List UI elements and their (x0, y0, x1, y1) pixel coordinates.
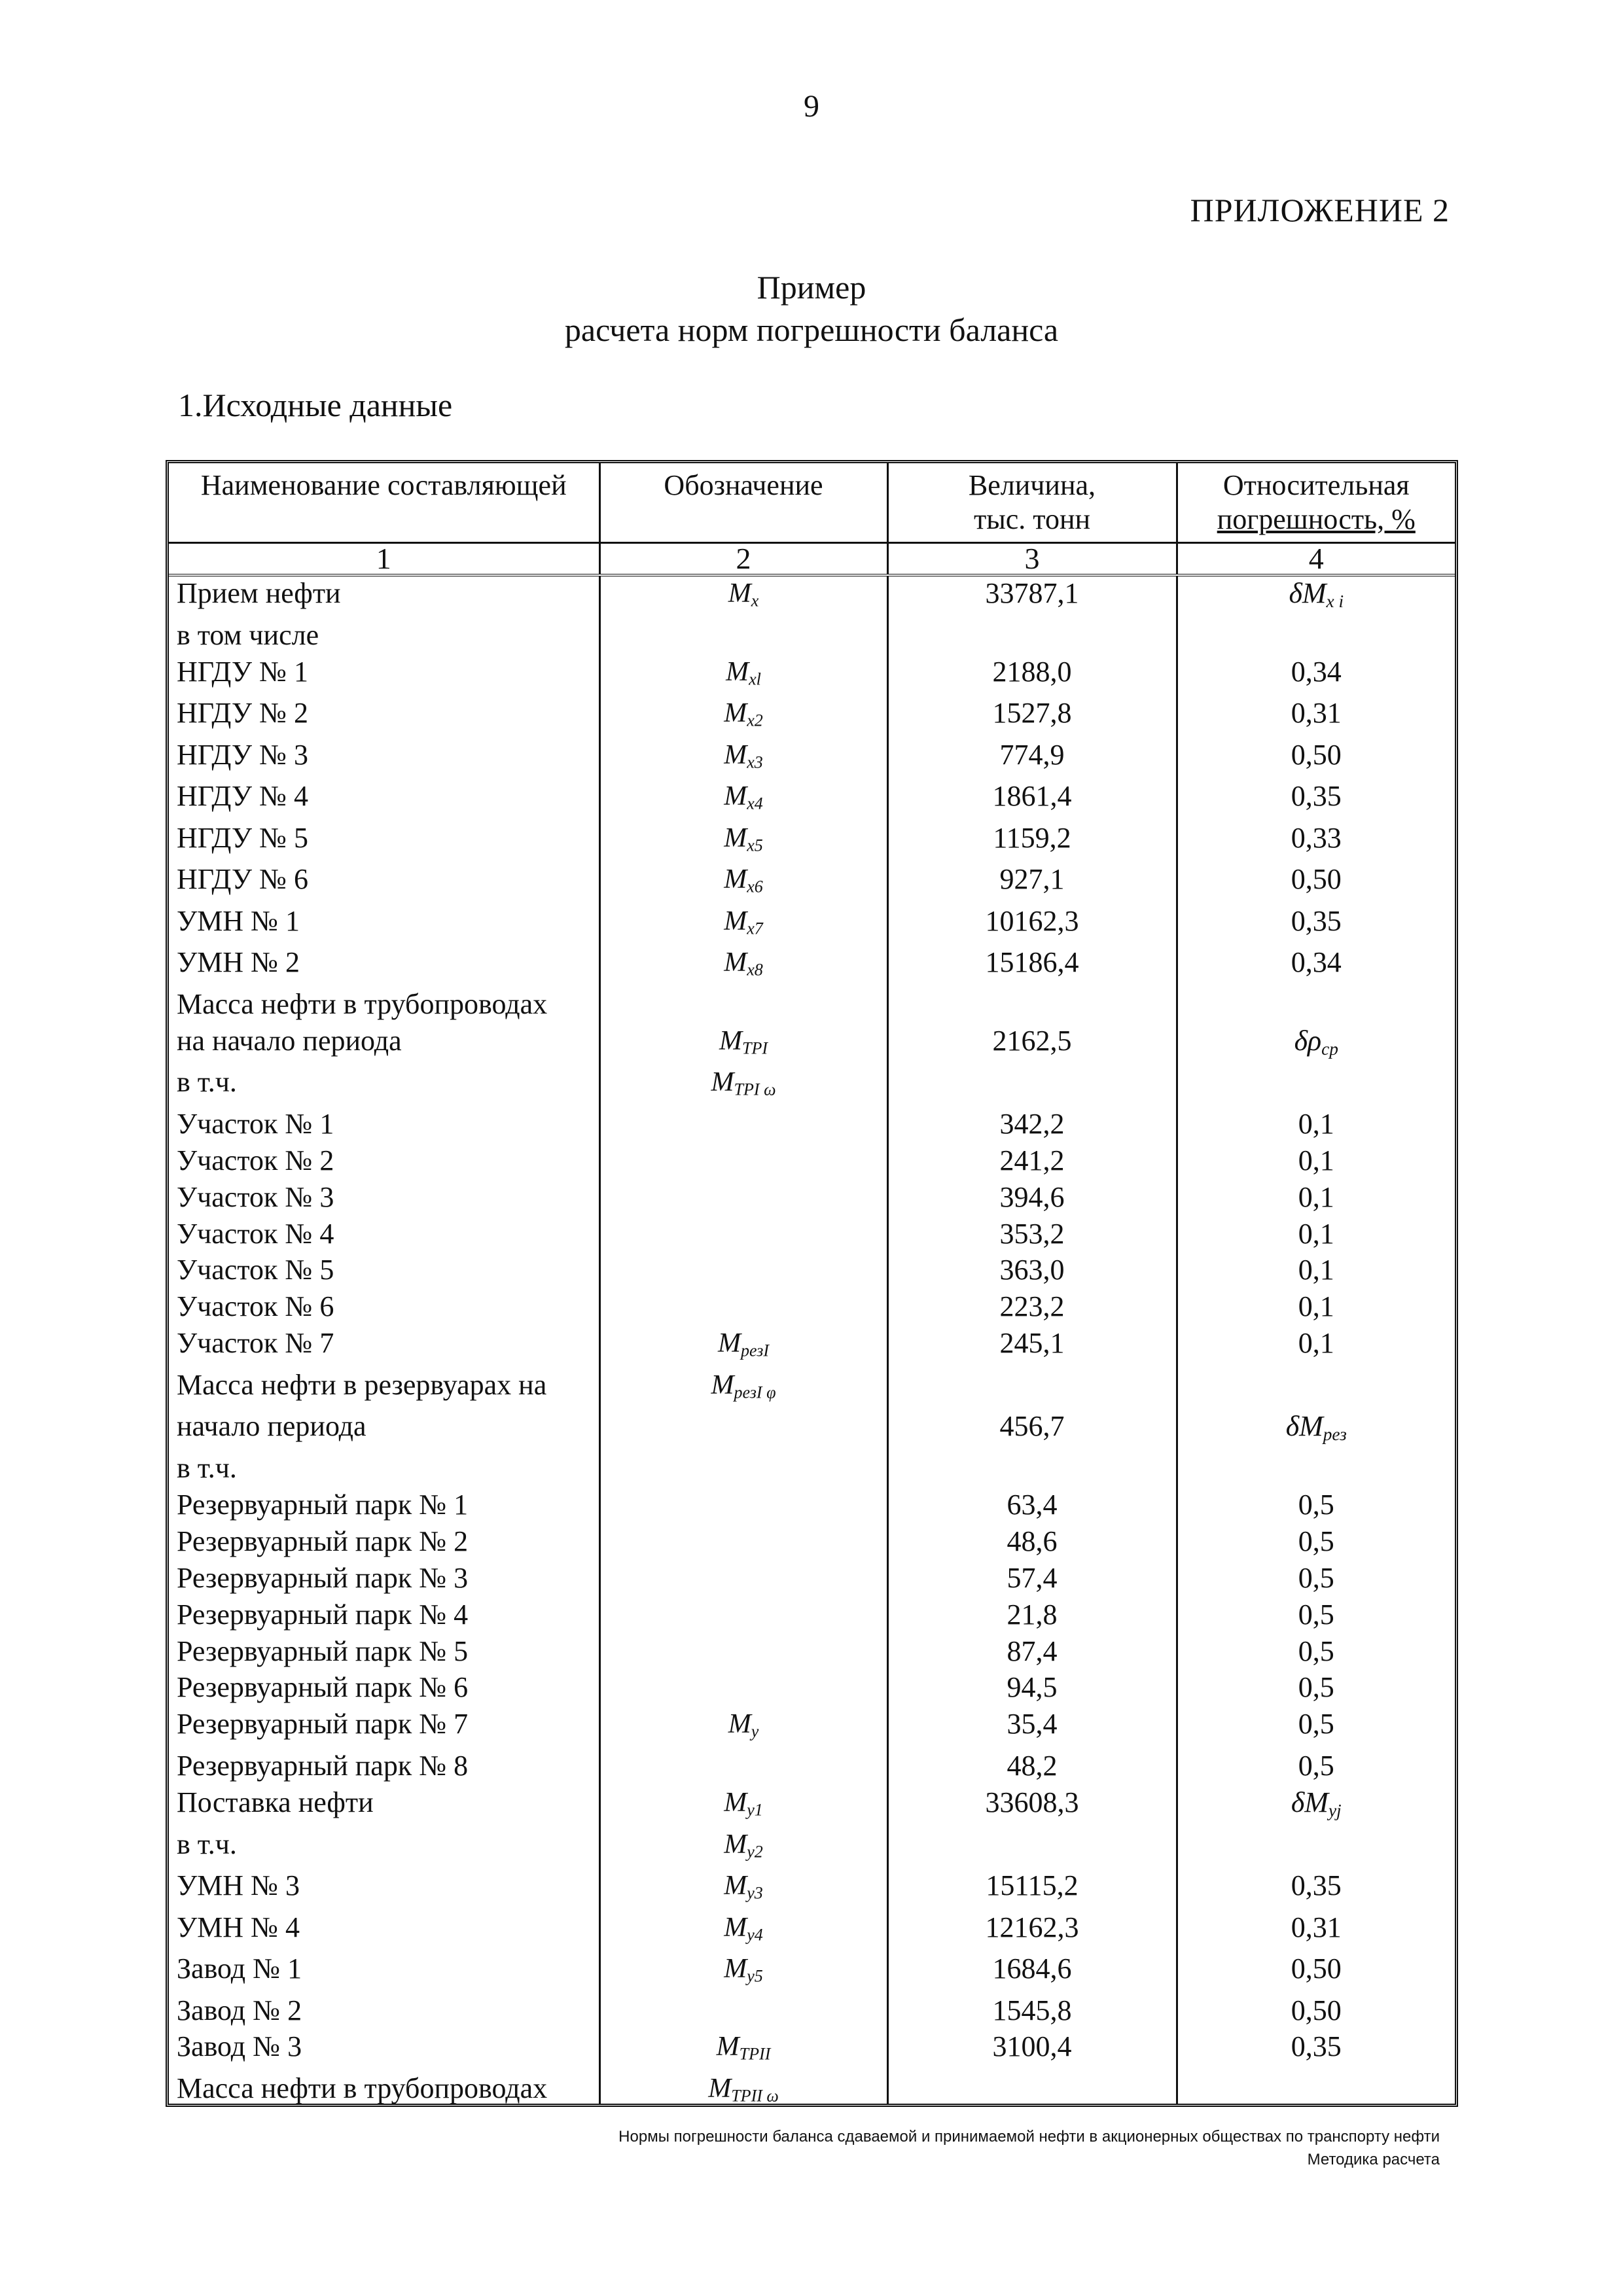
row-name: НГДУ № 4 (169, 779, 599, 821)
table-row (169, 904, 1455, 946)
symbol-base: M (724, 781, 747, 812)
footer-subtitle: Методика расчета (1307, 2151, 1440, 2168)
symbol-base: M (724, 906, 747, 936)
row-value: 1159,2 (887, 821, 1177, 863)
row-value: 63,4 (887, 1488, 1177, 1525)
symbol-subscript: y5 (747, 1966, 763, 1986)
row-error (1177, 1024, 1455, 1066)
symbol-subscript: TPII ω (731, 2086, 779, 2106)
row-name: Участок № 2 (169, 1144, 599, 1180)
table-row (169, 1707, 1455, 1749)
symbol-subscript: x8 (747, 960, 763, 980)
row-value (887, 1368, 1177, 1410)
row-error: 0,1 (1298, 1290, 1334, 1323)
row-symbol (599, 1290, 887, 1326)
row-symbol (599, 1869, 887, 1911)
table-row (169, 1180, 1455, 1217)
table-row (169, 655, 1455, 697)
column-number: 1 (169, 543, 599, 576)
column-number: 2 (599, 543, 887, 576)
row-name: Резервуарный парк № 5 (169, 1634, 599, 1671)
symbol-base: M (728, 1709, 751, 1740)
page-number: 9 (804, 89, 819, 124)
symbol-base: M (708, 2073, 732, 2104)
row-value: 2188,0 (887, 655, 1177, 697)
row-value: 1545,8 (887, 1994, 1177, 2030)
row-symbol (599, 2030, 887, 2072)
row-name: Резервуарный парк № 3 (169, 1561, 599, 1598)
row-symbol (599, 696, 887, 738)
table-row (169, 1024, 1455, 1066)
table-row (169, 1911, 1455, 1952)
row-error: 0,5 (1298, 1634, 1334, 1667)
row-value: 48,6 (887, 1525, 1177, 1561)
row-error: 0,1 (1298, 1327, 1334, 1360)
row-error: 0,5 (1298, 1671, 1334, 1704)
row-value: 1527,8 (887, 696, 1177, 738)
symbol-base: M (724, 864, 747, 895)
row-symbol (599, 1561, 887, 1598)
symbol-base: M (716, 2032, 740, 2062)
row-value: 363,0 (887, 1253, 1177, 1290)
row-symbol (599, 1253, 887, 1290)
column-number: 3 (887, 543, 1177, 576)
table-row (169, 2030, 1455, 2072)
error-symbol-subscript: yj (1328, 1800, 1342, 1820)
error-symbol-base: δM (1289, 577, 1327, 609)
row-error (1177, 1368, 1455, 1410)
header-symbol-text: Обозначение (664, 469, 823, 501)
row-value (887, 2072, 1177, 2107)
row-name: НГДУ № 3 (169, 738, 599, 780)
symbol-base: M (711, 1067, 734, 1098)
row-symbol (599, 1952, 887, 1994)
row-error: 0,5 (1298, 1749, 1334, 1782)
row-value: 94,5 (887, 1670, 1177, 1707)
row-symbol (599, 987, 887, 1024)
row-value: 1861,4 (887, 779, 1177, 821)
symbol-subscript: y4 (747, 1925, 763, 1944)
row-value (887, 618, 1177, 655)
row-value: 35,4 (887, 1707, 1177, 1749)
row-value (887, 1065, 1177, 1107)
row-name: Участок № 7 (169, 1326, 599, 1368)
row-symbol (599, 1451, 887, 1488)
table-row (169, 618, 1455, 655)
table-row (169, 1290, 1455, 1326)
symbol-subscript: x7 (747, 919, 763, 938)
row-value (887, 1451, 1177, 1488)
row-error: 0,35 (1291, 904, 1342, 937)
row-value: 245,1 (887, 1326, 1177, 1368)
header-value (887, 463, 1177, 543)
row-name: Завод № 1 (169, 1952, 599, 1994)
row-symbol (599, 1749, 887, 1786)
row-symbol (599, 1634, 887, 1671)
row-name: УМН № 4 (169, 1911, 599, 1952)
row-error: 0,1 (1298, 1180, 1334, 1213)
row-name: Резервуарный парк № 6 (169, 1670, 599, 1707)
row-name: УМН № 1 (169, 904, 599, 946)
row-name: НГДУ № 5 (169, 821, 599, 863)
symbol-subscript: x2 (747, 711, 763, 730)
table-row (169, 1451, 1455, 1488)
row-symbol (599, 1488, 887, 1525)
row-name: Масса нефти в трубопроводах (169, 2072, 599, 2107)
row-symbol (599, 945, 887, 987)
error-symbol-base: δM (1291, 1786, 1329, 1818)
row-error (1177, 575, 1455, 618)
column-number-row (169, 543, 1455, 576)
row-value: 394,6 (887, 1180, 1177, 1217)
table-row (169, 1326, 1455, 1368)
row-name: УМН № 3 (169, 1869, 599, 1911)
table-row (169, 821, 1455, 863)
symbol-subscript: x (751, 591, 759, 610)
row-value: 223,2 (887, 1290, 1177, 1326)
row-error: 0,31 (1291, 697, 1342, 730)
row-value: 12162,3 (887, 1911, 1177, 1952)
table-row (169, 1144, 1455, 1180)
row-name: Масса нефти в резервуарах на (169, 1368, 599, 1410)
header-value-line-1: Величина, (968, 469, 1096, 501)
row-symbol (599, 821, 887, 863)
row-value: 33787,1 (887, 575, 1177, 618)
row-error (1177, 1828, 1455, 1869)
table-row (169, 1488, 1455, 1525)
row-value: 1684,6 (887, 1952, 1177, 1994)
symbol-base: M (724, 698, 747, 729)
section-heading: 1.Исходные данные (178, 387, 453, 423)
row-error (1177, 1409, 1455, 1451)
row-name: НГДУ № 2 (169, 696, 599, 738)
row-name: Участок № 5 (169, 1253, 599, 1290)
table-row (169, 1368, 1455, 1410)
row-name: Участок № 6 (169, 1290, 599, 1326)
symbol-subscript: x3 (747, 752, 763, 772)
row-symbol (599, 2072, 887, 2107)
symbol-subscript: TPI ω (734, 1080, 776, 1099)
error-symbol-subscript: x i (1326, 591, 1344, 611)
symbol-base: M (724, 822, 747, 853)
symbol-subscript: y2 (747, 1842, 763, 1861)
error-symbol-base: δρ (1294, 1024, 1322, 1057)
row-error (1177, 1786, 1455, 1828)
row-error: 0,5 (1298, 1488, 1334, 1521)
error-symbol-subscript: cp (1321, 1038, 1338, 1059)
table-row (169, 945, 1455, 987)
row-symbol (599, 1670, 887, 1707)
row-value: 57,4 (887, 1561, 1177, 1598)
table-row (169, 987, 1455, 1024)
row-value (887, 987, 1177, 1024)
table-row (169, 1828, 1455, 1869)
table-row (169, 1107, 1455, 1144)
row-name: Резервуарный парк № 8 (169, 1749, 599, 1786)
row-error: 0,34 (1291, 655, 1342, 688)
row-name: УМН № 2 (169, 945, 599, 987)
row-error (1177, 1451, 1455, 1488)
symbol-subscript: pезI (740, 1341, 770, 1360)
row-symbol (599, 1368, 887, 1410)
row-value: 3100,4 (887, 2030, 1177, 2072)
row-symbol (599, 1217, 887, 1254)
row-symbol (599, 1525, 887, 1561)
symbol-subscript: x6 (747, 877, 763, 896)
row-name: Прием нефти (169, 575, 599, 618)
document-title-line-2: расчета норм погрешности баланса (564, 311, 1059, 348)
row-value: 241,2 (887, 1144, 1177, 1180)
symbol-base: M (726, 656, 749, 687)
header-error (1177, 463, 1455, 543)
header-name (169, 463, 599, 543)
row-error: 0,50 (1291, 863, 1342, 896)
row-value: 774,9 (887, 738, 1177, 780)
row-value: 456,7 (887, 1409, 1177, 1451)
error-symbol-subscript: pез (1323, 1424, 1347, 1445)
table-row (169, 1749, 1455, 1786)
row-error: 0,5 (1298, 1708, 1334, 1740)
row-value: 10162,3 (887, 904, 1177, 946)
symbol-base: M (711, 1369, 734, 1400)
row-error: 0,35 (1291, 2030, 1342, 2063)
row-error: 0,34 (1291, 946, 1342, 979)
symbol-subscript: pезI φ (734, 1383, 776, 1402)
row-name: Резервуарный парк № 7 (169, 1707, 599, 1749)
row-symbol (599, 1786, 887, 1828)
table-row (169, 1634, 1455, 1671)
row-name: Резервуарный парк № 1 (169, 1488, 599, 1525)
symbol-subscript: x4 (747, 794, 763, 813)
row-name: в т.ч. (169, 1828, 599, 1869)
row-name: в т.ч. (169, 1065, 599, 1107)
table-row (169, 696, 1455, 738)
row-symbol (599, 1994, 887, 2030)
row-symbol (599, 1409, 887, 1451)
symbol-base: M (719, 1025, 742, 1056)
table-row (169, 1598, 1455, 1634)
row-value: 15186,4 (887, 945, 1177, 987)
column-number: 4 (1177, 543, 1455, 576)
row-symbol (599, 904, 887, 946)
row-value: 353,2 (887, 1217, 1177, 1254)
row-error: 0,35 (1291, 780, 1342, 813)
table-row (169, 2072, 1455, 2107)
symbol-subscript: x5 (747, 836, 763, 855)
table-row (169, 1409, 1455, 1451)
symbol-base: M (717, 1328, 741, 1359)
row-symbol (599, 618, 887, 655)
row-symbol (599, 1107, 887, 1144)
row-symbol (599, 1024, 887, 1066)
row-symbol (599, 1598, 887, 1634)
row-symbol (599, 1065, 887, 1107)
row-symbol (599, 1707, 887, 1749)
table-row (169, 1065, 1455, 1107)
table-row (169, 1869, 1455, 1911)
row-symbol (599, 1828, 887, 1869)
symbol-subscript: y (751, 1722, 759, 1741)
data-table (169, 463, 1455, 2107)
appendix-heading: ПРИЛОЖЕНИЕ 2 (1190, 192, 1450, 228)
header-name-text: Наименование составляющей (200, 469, 567, 501)
header-error-line-1: Относительная (1222, 469, 1410, 501)
row-error: 0,1 (1298, 1144, 1334, 1176)
row-value: 21,8 (887, 1598, 1177, 1634)
symbol-subscript: xl (749, 669, 761, 689)
header-error-line-2: погрешность, % (1217, 503, 1416, 535)
table-row (169, 1253, 1455, 1290)
row-name: НГДУ № 1 (169, 655, 599, 697)
table-row (169, 1952, 1455, 1994)
symbol-base: M (724, 1829, 747, 1860)
row-value: 48,2 (887, 1749, 1177, 1786)
table-row (169, 575, 1455, 618)
symbol-subscript: TPI (741, 1038, 768, 1058)
row-symbol (599, 1180, 887, 1217)
header-symbol (599, 463, 887, 543)
row-value: 2162,5 (887, 1024, 1177, 1066)
row-error: 0,33 (1291, 821, 1342, 854)
row-error: 0,1 (1298, 1217, 1334, 1250)
row-name: Резервуарный парк № 4 (169, 1598, 599, 1634)
row-name: Резервуарный парк № 2 (169, 1525, 599, 1561)
row-error (1177, 1065, 1455, 1107)
row-error: 0,35 (1291, 1869, 1342, 1901)
row-value: 927,1 (887, 862, 1177, 904)
table-row (169, 1994, 1455, 2030)
row-name: Участок № 1 (169, 1107, 599, 1144)
symbol-base: M (728, 578, 751, 609)
row-name: Участок № 4 (169, 1217, 599, 1254)
symbol-base: M (724, 739, 747, 770)
row-symbol (599, 862, 887, 904)
table-row (169, 862, 1455, 904)
symbol-subscript: TPII (739, 2044, 771, 2064)
row-name: Масса нефти в трубопроводах (169, 987, 599, 1024)
row-error: 0,1 (1298, 1107, 1334, 1140)
row-name: на начало периода (169, 1024, 599, 1066)
symbol-base: M (724, 1787, 747, 1818)
table-row (169, 1670, 1455, 1707)
row-value: 87,4 (887, 1634, 1177, 1671)
table-row (169, 1525, 1455, 1561)
row-symbol (599, 738, 887, 780)
row-error: 0,5 (1298, 1525, 1334, 1557)
table-row (169, 779, 1455, 821)
symbol-subscript: y3 (747, 1883, 763, 1903)
row-value: 342,2 (887, 1107, 1177, 1144)
row-name: в том числе (169, 618, 599, 655)
table-body (169, 575, 1455, 2107)
row-error: 0,1 (1298, 1254, 1334, 1286)
row-value: 33608,3 (887, 1786, 1177, 1828)
row-name: Участок № 3 (169, 1180, 599, 1217)
table-header-row (169, 463, 1455, 543)
row-symbol (599, 1326, 887, 1368)
row-name: Завод № 3 (169, 2030, 599, 2072)
row-name: начало периода (169, 1409, 599, 1451)
symbol-base: M (724, 1954, 747, 1984)
row-symbol (599, 1911, 887, 1952)
table-row (169, 1561, 1455, 1598)
row-name: в т.ч. (169, 1451, 599, 1488)
row-error: 0,50 (1291, 1994, 1342, 2026)
row-name: Завод № 2 (169, 1994, 599, 2030)
symbol-base: M (724, 1912, 747, 1943)
row-error: 0,50 (1291, 738, 1342, 771)
row-value: 15115,2 (887, 1869, 1177, 1911)
source-data-table (166, 460, 1458, 2107)
error-symbol-base: δM (1285, 1410, 1323, 1443)
table-row (169, 1786, 1455, 1828)
row-error (1177, 618, 1455, 655)
row-error (1177, 987, 1455, 1024)
table-row (169, 738, 1455, 780)
footer-document-title: Нормы погрешности баланса сдаваемой и принимаемой нефти в акционерных обществах по транспорту нефти (618, 2128, 1440, 2146)
row-symbol (599, 655, 887, 697)
row-error: 0,5 (1298, 1598, 1334, 1631)
row-symbol (599, 779, 887, 821)
row-error: 0,31 (1291, 1911, 1342, 1943)
row-symbol (599, 575, 887, 618)
row-error: 0,50 (1291, 1952, 1342, 1985)
table-row (169, 1217, 1455, 1254)
document-title-line-1: Пример (757, 269, 866, 306)
row-name: Поставка нефти (169, 1786, 599, 1828)
row-value (887, 1828, 1177, 1869)
row-error: 0,5 (1298, 1561, 1334, 1594)
symbol-subscript: y1 (747, 1800, 763, 1820)
row-error (1177, 2072, 1455, 2107)
row-symbol (599, 1144, 887, 1180)
row-name: НГДУ № 6 (169, 862, 599, 904)
header-value-line-2: тыс. тонн (973, 503, 1091, 535)
symbol-base: M (724, 947, 747, 978)
symbol-base: M (724, 1871, 747, 1901)
